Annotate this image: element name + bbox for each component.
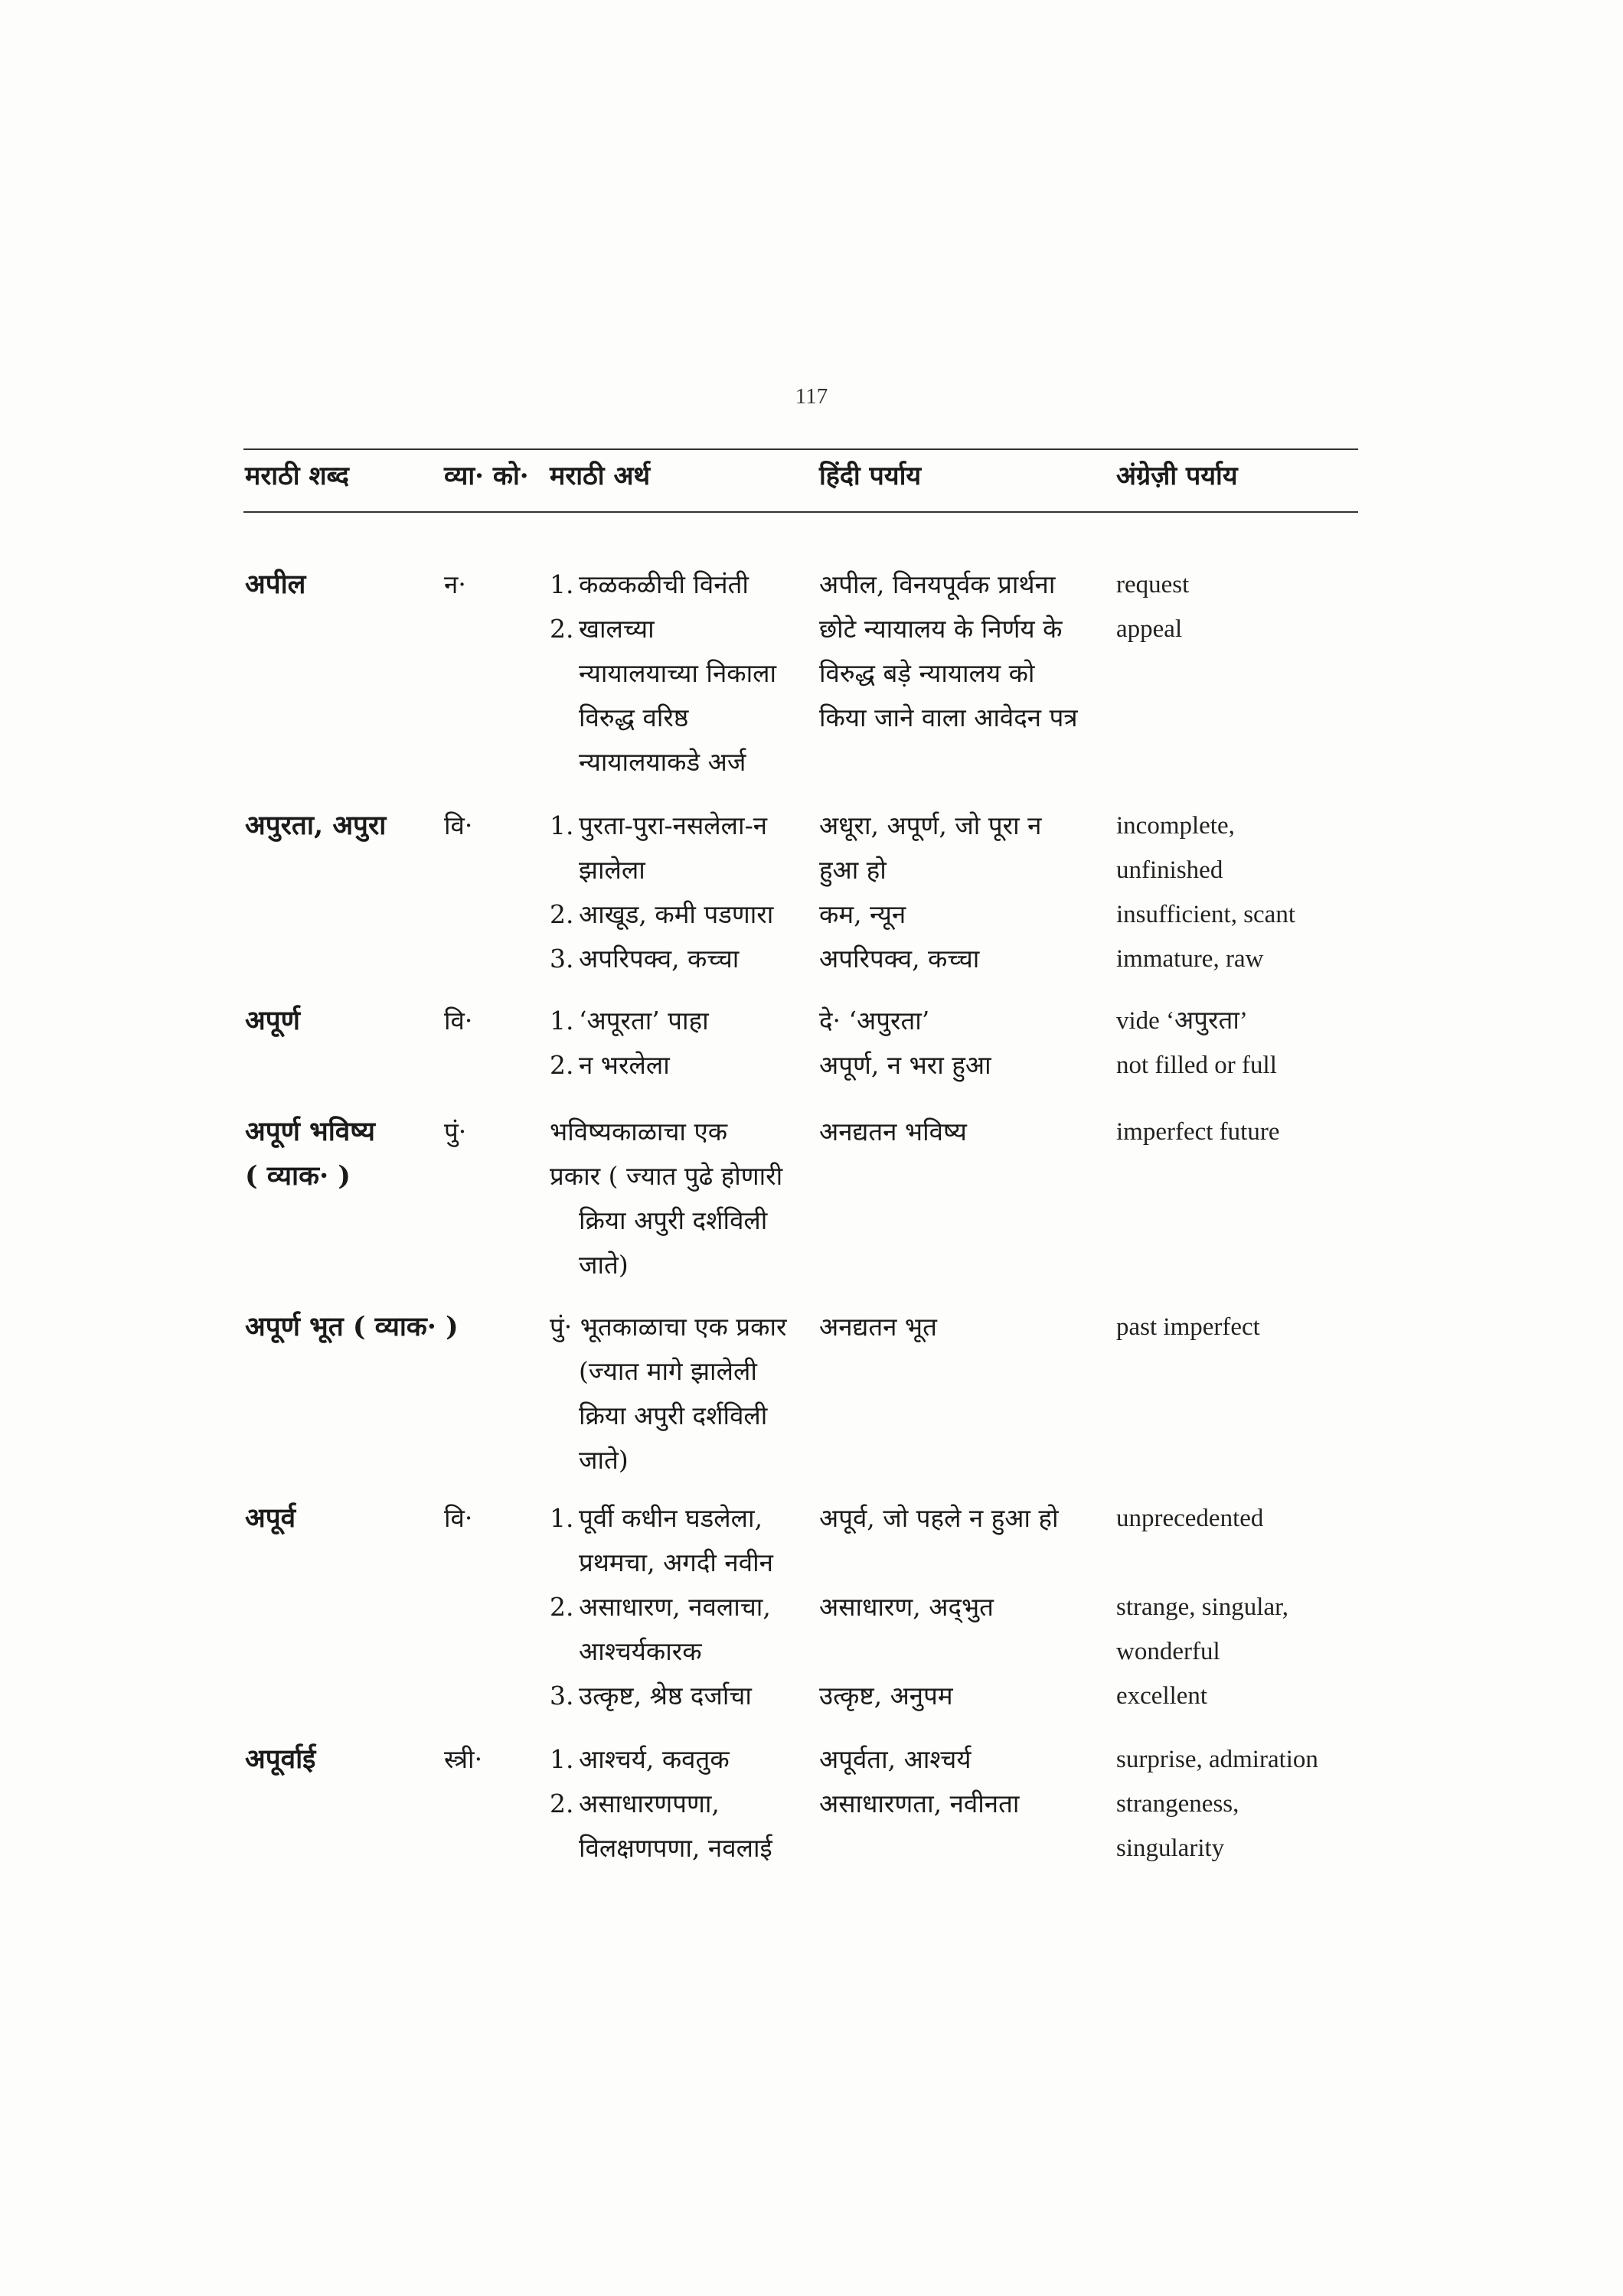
marathi-meaning-line: जाते) — [579, 1250, 629, 1280]
english-equivalent — [1116, 1110, 1369, 1154]
hindi-equivalent — [819, 1496, 1125, 1718]
english-equivalent-line: excellent — [1116, 1682, 1208, 1710]
english-equivalent — [1116, 804, 1369, 981]
headword-line: अपील — [245, 569, 306, 600]
header-hindi: हिंदी पर्याय — [819, 461, 922, 491]
header-marathi-meaning: मराठी अर्थ — [550, 461, 651, 491]
marathi-meaning — [550, 1737, 825, 1870]
headword-line: ( व्याक· ) — [245, 1160, 351, 1192]
headword — [245, 1305, 459, 1349]
hindi-equivalent-line — [819, 1541, 1125, 1585]
hindi-equivalent — [819, 1110, 1125, 1154]
headword — [245, 563, 429, 607]
table-top-rule — [243, 448, 1358, 450]
marathi-meaning-line: 1. आश्चर्य, कवतुक — [550, 1744, 730, 1774]
english-equivalent — [1116, 999, 1369, 1088]
english-equivalent-line: incomplete, — [1116, 812, 1235, 840]
hindi-equivalent-line: किया जाने वाला आवेदन पत्र — [819, 703, 1078, 732]
hindi-equivalent-line: अपूर्ण, न भरा हुआ — [819, 1050, 991, 1080]
hindi-equivalent-line: अनद्यतन भूत — [819, 1312, 937, 1342]
headword-line: अपूर्ण भविष्य — [245, 1116, 375, 1147]
english-equivalent-line: surprise, admiration — [1116, 1746, 1318, 1773]
hindi-equivalent-line: विरुद्ध बड़े न्यायालय को — [819, 658, 1035, 688]
english-equivalent-line: not filled or full — [1116, 1052, 1277, 1079]
header-grammar: व्या· को· — [444, 461, 529, 491]
grammar-tag: स्त्री· — [444, 1744, 483, 1774]
hindi-equivalent — [819, 1305, 1125, 1349]
marathi-meaning-line: झालेला — [579, 855, 645, 885]
hindi-equivalent — [819, 999, 1125, 1088]
hindi-equivalent-line: अनद्यतन भविष्य — [819, 1117, 967, 1146]
english-equivalent-line: wonderful — [1116, 1638, 1220, 1665]
headword-line: अपूर्ण — [245, 1005, 300, 1036]
marathi-meaning-line: 2. न भरलेला — [550, 1050, 670, 1080]
headword-line: अपुरता, अपुरा — [245, 810, 387, 841]
headword — [245, 1110, 429, 1199]
hindi-equivalent-line: अपील, विनयपूर्वक प्रार्थना — [819, 569, 1056, 599]
grammar-tag: वि· — [444, 810, 473, 840]
english-equivalent — [1116, 563, 1369, 651]
marathi-meaning-line: जाते) — [579, 1445, 629, 1475]
grammar-tag: पुं· — [444, 1117, 467, 1146]
marathi-meaning-line: 1. कळकळीची विनंती — [550, 569, 749, 599]
hindi-equivalent-line: असाधारणता, नवीनता — [819, 1789, 1020, 1818]
english-equivalent — [1116, 1737, 1369, 1870]
hindi-equivalent-line: छोटे न्यायालय के निर्णय के — [819, 614, 1063, 644]
english-equivalent-line: appeal — [1116, 615, 1183, 643]
marathi-meaning — [550, 1496, 825, 1718]
english-equivalent-line: unfinished — [1116, 856, 1223, 884]
hindi-equivalent-line: असाधारण, अद्‌भुत — [819, 1592, 994, 1622]
grammar-tag: न· — [444, 569, 466, 599]
marathi-meaning-line: 2. असाधारण, नवलाचा, — [550, 1592, 771, 1622]
english-equivalent-line: strangeness, — [1116, 1790, 1239, 1818]
english-equivalent-line: past imperfect — [1116, 1313, 1260, 1341]
marathi-meaning-line: प्रकार ( ज्यात पुढे होणारी — [550, 1161, 783, 1191]
hindi-equivalent-line: दे· ‘अपुरता’ — [819, 1006, 930, 1035]
grammar-tag: वि· — [444, 1006, 473, 1035]
english-equivalent-line: unprecedented — [1116, 1505, 1264, 1532]
marathi-meaning — [550, 999, 825, 1088]
marathi-meaning-line: 2. आखूड, कमी पडणारा — [550, 899, 774, 929]
marathi-meaning — [550, 563, 825, 784]
marathi-meaning-line: प्रथमचा, अगदी नवीन — [579, 1548, 773, 1577]
headword-line: अपूर्वाई — [245, 1743, 316, 1775]
marathi-meaning-line: विरुद्ध वरिष्ठ — [579, 703, 689, 732]
page-number: 117 — [795, 384, 828, 409]
marathi-meaning-line: 2. असाधारणपणा, — [550, 1789, 720, 1818]
hindi-equivalent-line: अपूर्व, जो पहले न हुआ हो — [819, 1503, 1059, 1533]
header-english: अंग्रेज़ी पर्याय — [1116, 461, 1238, 491]
marathi-meaning-line: 2. खालच्या — [550, 614, 655, 644]
marathi-meaning — [550, 1110, 825, 1287]
table-header-rule — [243, 511, 1358, 513]
marathi-meaning-line: विलक्षणपणा, नवलाई — [579, 1833, 772, 1863]
headword — [245, 804, 429, 848]
english-equivalent-line: insufficient, scant — [1116, 901, 1295, 928]
marathi-meaning-line: न्यायालयाच्या निकाला — [579, 658, 777, 688]
marathi-meaning-line: पुं· भूतकाळाचा एक प्रकार — [550, 1312, 787, 1342]
hindi-equivalent-line: अधूरा, अपूर्ण, जो पूरा न — [819, 810, 1042, 840]
marathi-meaning-line: 1. ‘अपूरता’ पाहा — [550, 1006, 709, 1035]
english-equivalent — [1116, 1496, 1369, 1718]
english-equivalent — [1116, 1305, 1369, 1349]
marathi-meaning-line: न्यायालयाकडे अर्ज — [579, 747, 746, 777]
marathi-meaning-line: 1. पुरता-पुरा-नसलेला-न — [550, 810, 768, 840]
marathi-meaning-line: भविष्यकाळाचा एक — [550, 1117, 728, 1146]
english-equivalent-line: strange, singular, — [1116, 1593, 1289, 1621]
marathi-meaning-line: आश्चर्यकारक — [579, 1636, 702, 1666]
english-equivalent-line: immature, raw — [1116, 945, 1264, 973]
hindi-equivalent-line: उत्कृष्ट, अनुपम — [819, 1681, 953, 1711]
marathi-meaning-line: (ज्यात मागे झालेली — [579, 1356, 757, 1386]
hindi-equivalent-line: हुआ हो — [819, 855, 887, 885]
headword-line: अपूर्ण भूत ( व्याक· ) — [245, 1311, 459, 1342]
english-equivalent-line: vide ‘अपुरता’ — [1116, 1007, 1248, 1035]
hindi-equivalent-line: अपरिपक्व, कच्चा — [819, 944, 980, 974]
headword — [245, 999, 429, 1043]
headword-line: अपूर्व — [245, 1502, 296, 1534]
marathi-meaning — [550, 804, 825, 981]
headword — [245, 1496, 429, 1541]
hindi-equivalent — [819, 804, 1125, 981]
table-header — [0, 459, 1623, 505]
headword — [245, 1737, 429, 1782]
english-equivalent-line — [1116, 1541, 1369, 1585]
marathi-meaning-line: 3. अपरिपक्व, कच्चा — [550, 944, 740, 974]
english-equivalent-line: imperfect future — [1116, 1118, 1280, 1146]
marathi-meaning-line: 3. उत्कृष्ट, श्रेष्ठ दर्जाचा — [550, 1681, 752, 1711]
marathi-meaning — [550, 1305, 825, 1482]
marathi-meaning-line: क्रिया अपुरी दर्शविली — [579, 1401, 768, 1430]
hindi-equivalent — [819, 563, 1125, 740]
hindi-equivalent-line: कम, न्यून — [819, 899, 906, 929]
english-equivalent-line: request — [1116, 571, 1190, 598]
hindi-equivalent-line: अपूर्वता, आश्चर्य — [819, 1744, 972, 1774]
hindi-equivalent — [819, 1737, 1125, 1826]
header-marathi-word: मराठी शब्द — [245, 461, 349, 491]
marathi-meaning-line: 1. पूर्वी कधीन घडलेला, — [550, 1503, 763, 1533]
hindi-equivalent-line — [819, 1629, 1125, 1674]
grammar-tag: वि· — [444, 1503, 473, 1533]
english-equivalent-line: singularity — [1116, 1835, 1225, 1862]
marathi-meaning-line: क्रिया अपुरी दर्शविली — [579, 1205, 768, 1235]
